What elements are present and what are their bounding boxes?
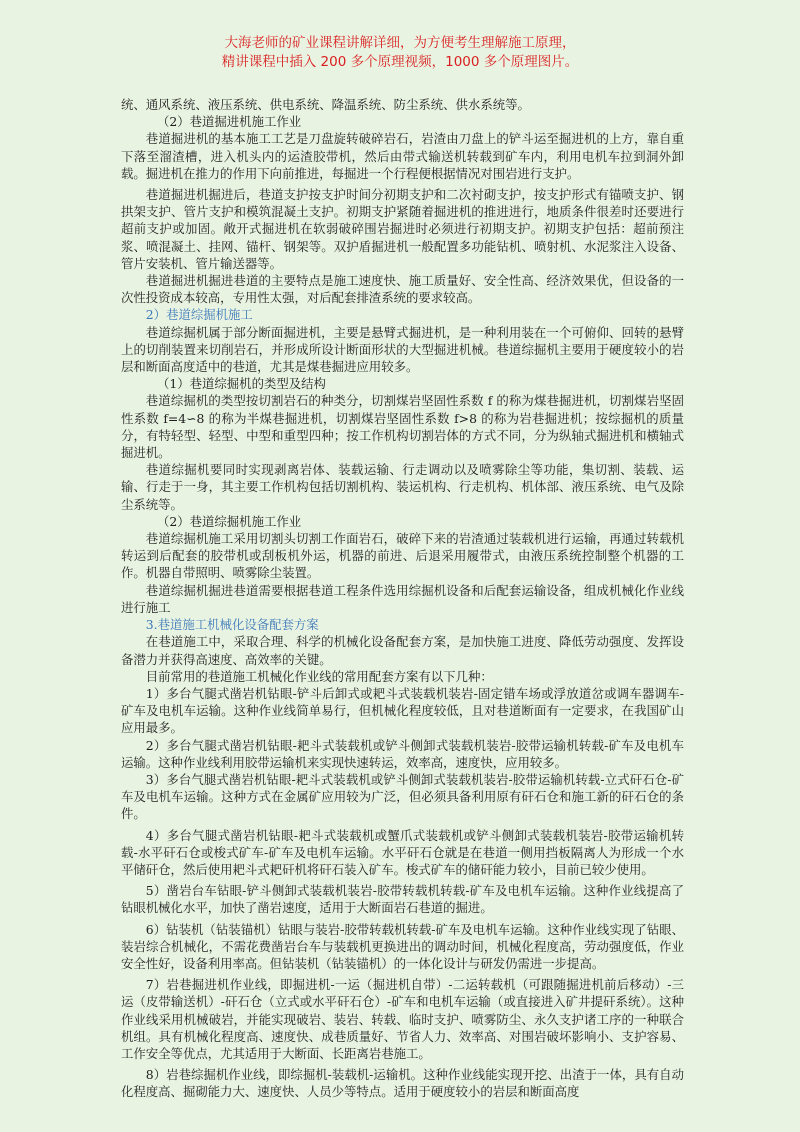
section-heading: 3.巷道施工机械化设备配套方案 bbox=[145, 617, 319, 633]
paragraph: 统、通风系统、液压系统、供电系统、降温系统、防尘系统、供水系统等。 bbox=[121, 97, 530, 112]
paragraph: 巷道综掘机属于部分断面掘进机，主要是悬臂式掘进机，是一种利用装在一个可俯仰、回转的悬臂上的切削装置来切削岩石，并形成所设计断面形状的大型掘进机械。巷道综掘机主要用于硬度较小的岩层和断面高度适中的巷道，尤其是煤巷掘进应用较多。 bbox=[121, 324, 684, 375]
list-item: 5）凿岩台车钻眼-铲斗侧卸式装载机装岩-胶带转载机转载-矿车及电机车运输。这种作业线提高了钻眼机械化水平，加快了凿岩速度，适用于大断面岩石巷道的掘进。 bbox=[121, 883, 684, 916]
list-item: 8）岩巷综掘机作业线，即综掘机-装载机-运输机。这种作业线能实现开挖、出渣于一体，具有自动化程度高、掘砌能力大、速度快、人员少等特点。适用于硬度较小的岩层和断面高度 bbox=[121, 1067, 684, 1100]
document-body bbox=[121, 96, 684, 1101]
section-heading: 2）巷道综掘机施工 bbox=[145, 307, 253, 323]
paragraph: 目前常用的巷道施工机械化作业线的常用配套方案有以下几种： bbox=[145, 668, 493, 684]
paragraph: 巷道综掘机施工采用切割头切割工作面岩石，破碎下来的岩渣通过装载机进行运输，再通过转载机转运到后配套的胶带机或刮板机外运，机器的前进、后退采用履带式，由液压系统控制整个机器的工作。机器自带照明、喷雾除尘装置。 bbox=[121, 531, 684, 581]
paragraph: 在巷道施工中，采取合理、科学的机械化设备配套方案，是加快施工进度、降低劳动强度、发挥设备潜力并获得高速度、高效率的关键。 bbox=[121, 634, 684, 667]
paragraph: 巷道综掘机掘进巷道需要根据巷道工程条件选用综掘机设备和后配套运输设备，组成机械化作业线进行施工 bbox=[121, 582, 684, 615]
paragraph: 巷道综掘机要同时实现剥离岩体、装载运输、行走调动以及喷雾除尘等功能，集切割、装载、运输、行走于一身，其主要工作机构包括切割机构、装运机构、行走机构、机体部、液压系统、电气及除尘系统等。 bbox=[121, 462, 684, 512]
subheading: （2）巷道掘进机施工作业 bbox=[156, 114, 302, 130]
list-item: 4）多台气腿式凿岩机钻眼-耙斗式装载机或蟹爪式装载机或铲斗侧卸式装载机装岩-胶带运输机转载-水平矸石仓或梭式矿车-矿车及电机车运输。水平矸石仓就是在巷道一侧用挡板隔离人为形成一个水平储矸仓，然后使用耙斗式耙矸机将矸石装入矿车。梭式矿车的储矸能力较小，目前已较少使用。 bbox=[121, 827, 684, 877]
paragraph: 巷道综掘机的类型按切割岩石的种类分，切割煤岩坚固性系数 f 的称为煤巷掘进机，切割煤岩坚固性系数 f=4∽8 的称为半煤巷掘进机，切割煤岩坚固性系数 f>8 的称为岩巷掘进机；按综掘机的质量分，有特轻型、轻型、中型和重型四种；按工作机构切割岩体的方式不同，分为纵轴式掘进机和横轴式掘进机。 bbox=[121, 393, 684, 461]
list-item: 2）多台气腿式凿岩机钻眼-耙斗式装载机或铲斗侧卸式装载机装岩-胶带运输机转载-矿车及电机车运输。这种作业线利用胶带运输机来实现快速转运，效率高，速度快，应用较多。 bbox=[121, 737, 684, 770]
header-line-2: 精讲课程中插入 200 多个原理视频，1000 多个原理图片。 bbox=[221, 54, 579, 70]
paragraph: 巷道掘进机掘进巷道的主要特点是施工速度快、施工质量好、安全性高、经济效果优，但设备的一次性投资成本较高，专用性太强，对后配套排渣系统的要求较高。 bbox=[121, 273, 684, 306]
header-line-1: 大海老师的矿业课程讲解详细，为方便考生理解施工原理， bbox=[224, 35, 576, 51]
list-item: 3）多台气腿式凿岩机钻眼-耙斗式装载机或铲斗侧卸式装载机装岩-胶带运输机转载-立式矸石仓-矿车及电机车运输。这种方式在金属矿应用较为广泛，但必须具备利用原有矸石仓和施工新的矸石仓的条件。 bbox=[121, 771, 684, 822]
paragraph: 巷道掘进机掘进后，巷道支护按支护时间分初期支护和二次衬砌支护，按支护形式有锚喷支护、钢拱架支护、管片支护和模筑混凝土支护。初期支护紧随着掘进机的推进进行，地质条件很差时还要进行超前支护或加固。敞开式掘进机在软弱破碎围岩掘进时必须进行初期支护。初期支护包括：超前预注浆、喷混凝土、挂网、锚杆、钢架等。双护盾掘进机一般配置多功能钻机、喷射机、水泥浆注入设备、管片安装机、管片输送器等。 bbox=[121, 187, 684, 271]
page-header bbox=[0, 34, 800, 72]
list-item: 7）岩巷掘进机作业线，即掘进机-一运（掘进机自带）-二运转载机（可跟随掘进机前后移动）-三运（皮带输送机）-矸石仓（立式或水平矸石仓）-矿车和电机车运输（或直接进入矿井提矸系统）。这种作业线采用机械破岩，并能实现破岩、装岩、转载、临时支护、喷雾防尘、永久支护诸工序的一种联合机组。具有机械化程度高、速度快、成巷质量好、节省人力、效率高、对围岩破坏影响小、支护容易、工作安全等优点，尤其适用于大断面、长距离岩巷施工。 bbox=[121, 977, 684, 1061]
paragraph: 巷道掘进机的基本施工工艺是刀盘旋转破碎岩石，岩渣由刀盘上的铲斗运至掘进机的上方，靠自重下落至溜渣槽，进入机头内的运渣胶带机，然后由带式输送机转载到矿车内，利用电机车拉到洞外卸载。掘进机在推力的作用下向前推进，每掘进一个行程便根据情况对围岩进行支护。 bbox=[121, 131, 684, 181]
list-item: 1）多台气腿式凿岩机钻眼-铲斗后卸式或耙斗式装载机装岩-固定错车场或浮放道岔或调车器调车-矿车及电机车运输。这种作业线简单易行，但机械化程度较低，且对巷道断面有一定要求，在我国矿山应用最多。 bbox=[121, 685, 684, 736]
subheading: （2）巷道综掘机施工作业 bbox=[156, 513, 302, 529]
list-item: 6）钻装机（钻装锚机）钻眼与装岩-胶带转载机转载-矿车及电机车运输。这种作业线实现了钻眼、装岩综合机械化，不需花费凿岩台车与装载机更换进出的调动时间，机械化程度高，劳动强度低，作业安全性好，设备利用率高。但钻装机（钻装锚机）的一体化设计与研发仍需进一步提高。 bbox=[121, 921, 684, 971]
subheading: （1）巷道综掘机的类型及结构 bbox=[156, 376, 326, 392]
